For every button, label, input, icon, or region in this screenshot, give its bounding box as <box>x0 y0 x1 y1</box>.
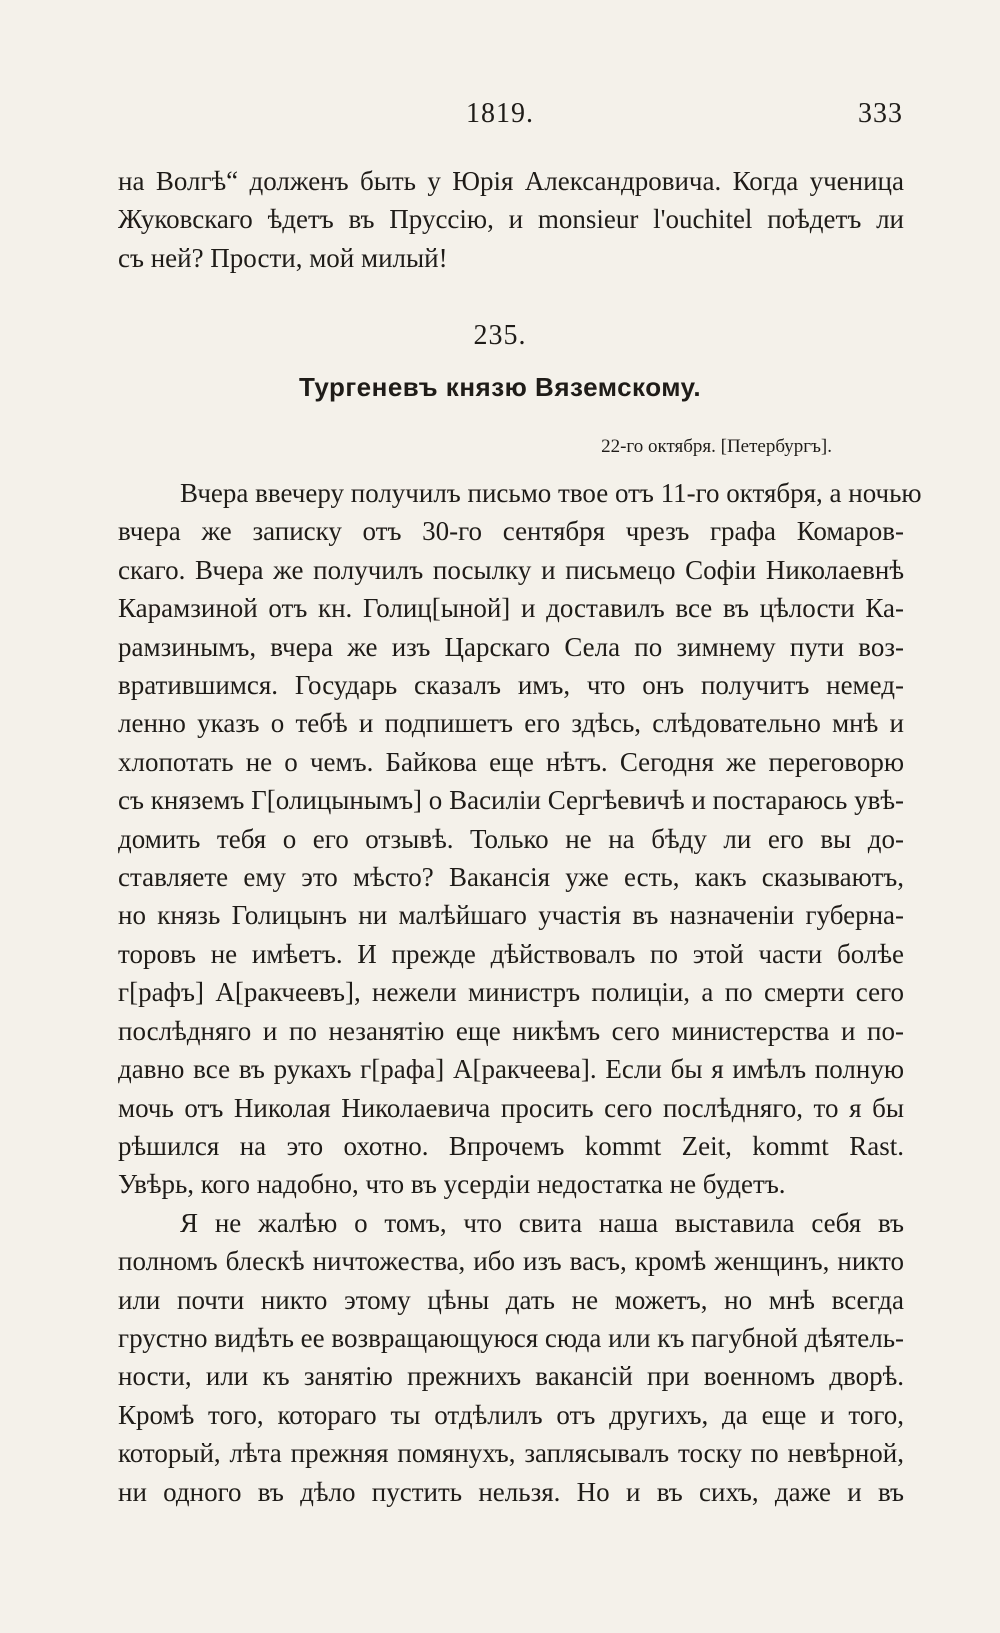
text-line: торовъ не имѣетъ. И прежде дѣйствовалъ по этой части болѣе <box>118 938 904 969</box>
text-line: давно все въ рукахъ г[рафа] А[ракчеева]. Если бы я имѣлъ полную <box>118 1054 904 1085</box>
letter-body <box>118 474 922 1511</box>
text-line: Вчера ввечеру получилъ письмо твое отъ 11-го октября, а ночью <box>180 478 922 508</box>
text-line: послѣдняго и по незанятію еще никѣмъ сего министерства и по- <box>118 1015 904 1046</box>
letter-number: 235. <box>473 320 527 351</box>
text-line: ленно указъ о тебѣ и подпишетъ его здѣсь, слѣдовательно мнѣ и <box>118 708 904 739</box>
text-line: скаго. Вчера же получилъ посылку и письмецо Софіи Николаевнѣ <box>118 554 904 585</box>
text-line: хлопотать не о чемъ. Байкова еще нѣтъ. Сегодня же переговорю <box>118 746 904 777</box>
text-line: ставляете ему это мѣсто? Вакансія уже есть, какъ сказываютъ, <box>118 862 904 893</box>
letter-date: 22-го октября. [Петербургъ]. <box>601 436 832 457</box>
text-line: Увѣрь, кого надобно, что въ усердіи недостатка не будетъ. <box>118 1169 786 1200</box>
text-line: который, лѣта прежняя помянухъ, заплясывалъ тоску по невѣрной, <box>118 1438 904 1469</box>
text-line: г[рафъ] А[ракчеевъ], нежели министръ полиціи, а по смерти сего <box>118 977 904 1008</box>
text-line: рѣшился на это охотно. Впрочемъ kommt Zeit, kommt Rast. <box>118 1130 904 1161</box>
text-line: вратившимся. Государь сказалъ имъ, что онъ получитъ немед- <box>118 670 904 701</box>
text-line: Я не жалѣю о томъ, что свита наша выставила себя въ <box>180 1207 904 1238</box>
text-line: Жуковскаго ѣдетъ въ Пруссію, и monsieur l'ouchitel поѣдетъ ли <box>118 204 904 235</box>
text-line: полномъ блескѣ ничтожества, ибо изъ васъ, кромѣ женщинъ, никто <box>118 1246 904 1277</box>
paragraph <box>118 1204 904 1511</box>
text-line: Кромѣ того, котораго ты отдѣлилъ отъ другихъ, да еще и того, <box>118 1399 904 1430</box>
paragraph <box>118 474 922 1204</box>
text-line: но князь Голицынъ ни малѣйшаго участія въ назначеніи губерна- <box>118 900 904 931</box>
text-line: на Волгѣ“ долженъ быть у Юрія Александровича. Когда ученица <box>118 166 904 196</box>
text-line: грустно видѣть ее возвращающуюся сюда или къ пагубной дѣятель- <box>118 1322 905 1353</box>
page-number: 333 <box>858 98 903 129</box>
text-line: домить тебя о его отзывѣ. Только не на бѣду ли его вы до- <box>118 823 904 854</box>
text-line: ности, или къ занятію прежнихъ вакансій при военномъ дворѣ. <box>118 1361 904 1392</box>
text-line: вчера же записку отъ 30-го сентября чрезъ графа Комаров- <box>118 516 904 547</box>
continuation-text <box>118 162 904 277</box>
letter-title: Тургеневъ князю Вяземскому. <box>298 372 702 402</box>
text-line: мочь отъ Николая Николаевича просить сего послѣдняго, то я бы <box>118 1092 904 1123</box>
text-line: или почти никто этому цѣны дать не можетъ, но мнѣ всегда <box>118 1284 904 1315</box>
text-line: съ княземъ Г[олицынымъ] о Василіи Сергѣевичѣ и постараюсь увѣ- <box>118 785 904 816</box>
running-header-year: 1819. <box>466 98 534 129</box>
text-line: съ ней? Прости, мой милый! <box>118 242 448 273</box>
text-line: ни одного въ дѣло пустить нельзя. Но и въ сихъ, даже и въ <box>118 1476 904 1507</box>
text-line: рамзинымъ, вчера же изъ Царскаго Села по зимнему пути воз- <box>118 631 904 662</box>
text-line: Карамзиной отъ кн. Голиц[ыной] и доставилъ все въ цѣлости Ка- <box>118 593 904 624</box>
